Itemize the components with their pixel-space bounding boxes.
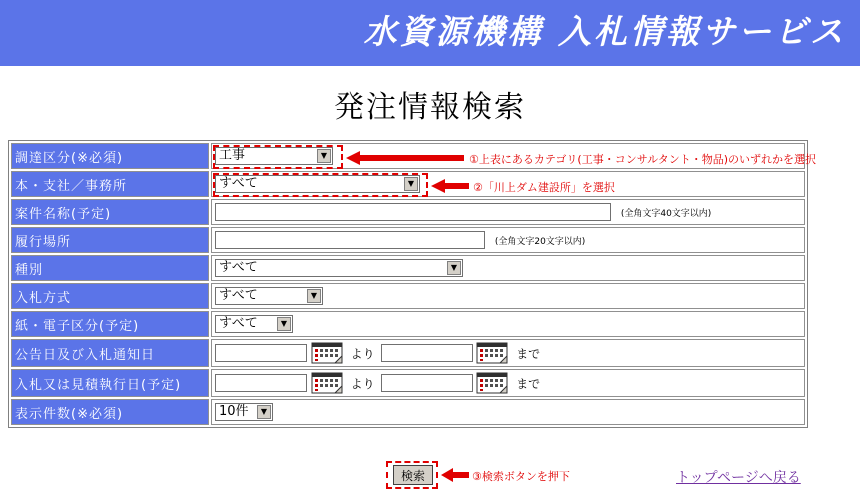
announce-date-to-input[interactable]: [381, 344, 473, 362]
chevron-down-icon: ▼: [447, 261, 461, 275]
label-display-count: 表示件数(※必須): [11, 399, 209, 425]
label-bid-date: 入札又は見積執行日(予定): [11, 369, 209, 397]
row-type: [11, 255, 805, 281]
calendar-icon[interactable]: [311, 340, 345, 366]
bid-method-select[interactable]: [215, 287, 323, 305]
arrow-left-icon: [431, 179, 471, 193]
row-location: [11, 227, 805, 253]
highlight-box-category: [213, 145, 343, 169]
paper-electronic-select[interactable]: [215, 315, 293, 333]
label-type: 種別: [11, 255, 209, 281]
location-input[interactable]: [215, 231, 485, 249]
project-name-input[interactable]: [215, 203, 611, 221]
site-title: 水資源機構 入札情報サービス: [363, 12, 846, 51]
highlight-box-office: [213, 173, 428, 197]
row-project-name: [11, 199, 805, 225]
announce-date-from-input[interactable]: [215, 344, 307, 362]
chevron-down-icon: ▼: [317, 149, 331, 163]
annotation-step3: ③検索ボタンを押下: [472, 470, 570, 483]
chevron-down-icon: ▼: [257, 405, 271, 419]
arrow-left-icon: [441, 468, 471, 482]
label-project-name: 案件名称(予定): [11, 199, 209, 225]
calendar-icon[interactable]: [476, 370, 510, 396]
from-label: より: [350, 346, 375, 361]
display-count-select[interactable]: [215, 403, 273, 421]
label-paper-electronic: 紙・電子区分(予定): [11, 311, 209, 337]
row-display-count: [11, 399, 805, 425]
paper-electronic-value: すべて: [219, 316, 258, 331]
chevron-down-icon: ▼: [277, 317, 291, 331]
label-office: 本・支社／事務所: [11, 171, 209, 197]
to-label: まで: [516, 346, 541, 361]
project-name-note: (全角文字40文字以内): [620, 208, 712, 219]
to-label: まで: [516, 376, 541, 391]
label-bid-method: 入札方式: [11, 283, 209, 309]
arrow-left-icon: [346, 151, 466, 165]
row-bid-date: [11, 369, 805, 397]
location-note: (全角文字20文字以内): [494, 236, 586, 247]
procurement-category-value: 工事: [219, 148, 246, 163]
row-announce-date: [11, 339, 805, 367]
type-select[interactable]: [215, 259, 463, 277]
bid-method-value: すべて: [219, 288, 258, 303]
office-value: すべて: [219, 176, 258, 191]
display-count-value: 10件: [219, 404, 249, 419]
calendar-icon[interactable]: [311, 370, 345, 396]
annotation-step2: ②「川上ダム建設所」を選択: [473, 181, 615, 194]
calendar-icon[interactable]: [476, 340, 510, 366]
chevron-down-icon: ▼: [404, 177, 418, 191]
row-bid-method: [11, 283, 805, 309]
page-title: 発注情報検索: [334, 90, 526, 125]
chevron-down-icon: ▼: [307, 289, 321, 303]
label-location: 履行場所: [11, 227, 209, 253]
bid-date-from-input[interactable]: [215, 374, 307, 392]
label-procurement-category: 調達区分(※必須): [11, 143, 209, 169]
label-announce-date: 公告日及び入札通知日: [11, 339, 209, 367]
search-button[interactable]: 検索: [393, 465, 433, 485]
from-label: より: [350, 376, 375, 391]
type-value: すべて: [219, 260, 258, 275]
top-page-link[interactable]: トップページへ戻る: [676, 470, 801, 486]
row-paper-electronic: [11, 311, 805, 337]
bid-date-to-input[interactable]: [381, 374, 473, 392]
header-banner: [0, 0, 860, 66]
annotation-step1: ①上表にあるカテゴリ(工事・コンサルタント・物品)のいずれかを選択: [469, 153, 817, 166]
